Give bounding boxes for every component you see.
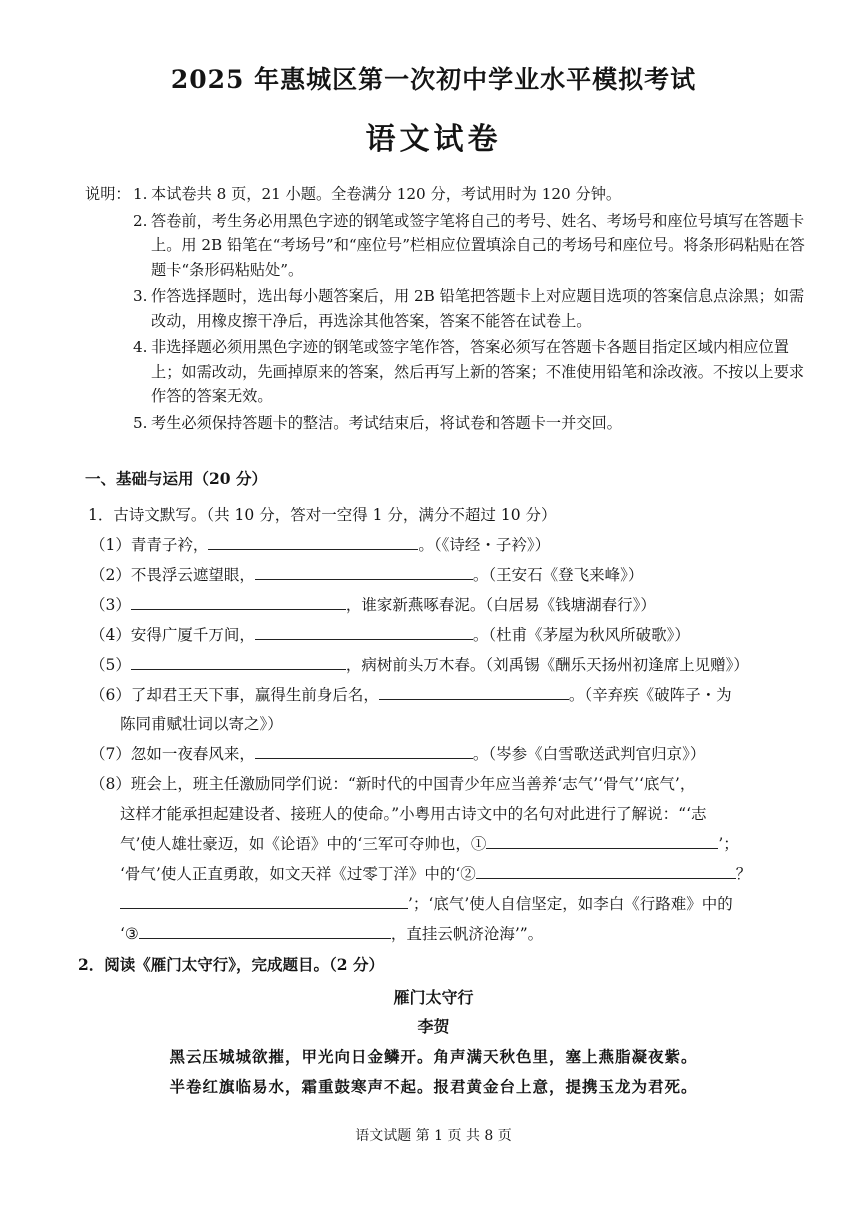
- item-source: 。（岑参《白雪歌送武判官归京》）: [472, 745, 706, 763]
- answer-blank[interactable]: [139, 923, 391, 939]
- item-text: ‘骨气’使人正直勇敢，如文天祥《过零丁洋》中的‘②: [120, 865, 476, 883]
- q1-item-8-line-1: （8）班会上，班主任激励同学们说：“新时代的中国青少年应当善养‘志气’‘骨气’‘底气’，: [90, 775, 696, 793]
- item-source: 。（王安石《登飞来峰》）: [472, 566, 644, 584]
- answer-blank[interactable]: [255, 564, 473, 580]
- instruction-item: [85, 411, 805, 436]
- q1-item-7: [90, 742, 705, 764]
- instruction-text: 本试卷共 8 页，21 小题。全卷满分 120 分，考试用时为 120 分钟。: [151, 185, 622, 203]
- item-text: （7）忽如一夜春风来，: [90, 745, 255, 763]
- item-text: ？: [735, 865, 752, 883]
- item-source: 。（辛弃疾《破阵子・为: [568, 686, 732, 704]
- instruction-text: 考生必须保持答题卡的整洁。考试结束后，将试卷和答题卡一并交回。: [151, 413, 622, 432]
- instruction-text: 答卷前，考生务必用黑色字迹的钢笔或签字笔将自己的考号、姓名、考场号和座位号填写在答题卡上。用 2B 铅笔在“考场号”和“座位号”栏相应位置填涂自己的考场号和座位号。将条形码粘贴在答题卡“条形码粘贴处”。: [151, 211, 805, 279]
- q1-item-1: [90, 533, 550, 555]
- item-source: ，病树前头万木春。（刘禹锡《酬乐天扬州初逢席上见赠》）: [345, 656, 749, 674]
- instruction-item: [85, 209, 805, 283]
- item-source: 。（《诗经・子衿》）: [418, 536, 551, 554]
- answer-blank[interactable]: [379, 684, 569, 700]
- poem-author: 李贺: [417, 1017, 450, 1036]
- answer-blank[interactable]: [255, 743, 473, 759]
- instruction-item: [85, 335, 805, 409]
- item-text: （3）: [90, 596, 131, 614]
- q1-item-6-cont: 陈同甫赋壮词以寄之》）: [120, 715, 283, 733]
- exam-title: 2025 年惠城区第一次初中学业水平模拟考试: [170, 65, 697, 94]
- item-text: 气’使人雄壮豪迈，如《论语》中的‘三军可夺帅也，①: [120, 835, 487, 853]
- item-text: （2）不畏浮云遮望眼，: [90, 566, 255, 584]
- answer-blank[interactable]: [255, 624, 473, 640]
- instructions: [85, 182, 805, 437]
- item-source: 。（杜甫《茅屋为秋风所破歌》）: [472, 626, 690, 644]
- answer-blank[interactable]: [486, 833, 718, 849]
- item-source: ，谁家新燕啄春泥。（白居易《钱塘湖春行》）: [345, 596, 656, 614]
- section-heading: 一、基础与运用（20 分）: [85, 469, 267, 488]
- q1-item-8-line-5: [120, 892, 733, 914]
- instruction-number: 4.: [133, 338, 148, 356]
- item-text: ，直挂云帆济沧海’”。: [390, 925, 544, 943]
- q1-item-6: [90, 683, 732, 705]
- instruction-number: 5.: [133, 413, 148, 432]
- answer-blank[interactable]: [131, 594, 346, 610]
- item-text: （1）青青子衿，: [90, 536, 209, 554]
- answer-blank[interactable]: [476, 863, 736, 879]
- q1-item-8-line-2: 这样才能承担起建设者、接班人的使命。”小粤用古诗文中的名句对此进行了解说：“‘志: [120, 805, 707, 823]
- item-text: （4）安得广厦千万间，: [90, 626, 255, 644]
- question-2-stem: 2．阅读《雁门太守行》，完成题目。（2 分）: [78, 955, 384, 974]
- q1-item-3: [90, 593, 656, 615]
- instruction-text: 作答选择题时，选出每小题答案后，用 2B 铅笔把答题卡上对应题目选项的答案信息点涂黑；如需改动，用橡皮擦干净后，再选涂其他答案，答案不能答在试卷上。: [151, 287, 805, 330]
- answer-blank[interactable]: [120, 893, 408, 909]
- instruction-number: 3.: [133, 287, 148, 305]
- instructions-label: 说明：: [85, 185, 131, 203]
- q1-item-5: [90, 653, 749, 675]
- instruction-item: [85, 284, 805, 333]
- answer-blank[interactable]: [208, 534, 418, 550]
- q1-item-8-line-3: [120, 832, 739, 854]
- poem-line: 黑云压城城欲摧，甲光向日金鳞开。角声满天秋色里，塞上燕脂凝夜紫。: [169, 1047, 698, 1066]
- q1-item-2: [90, 563, 643, 585]
- instruction-number: 2.: [133, 211, 148, 230]
- poem-title: 雁门太守行: [393, 988, 474, 1007]
- question-1-stem: 1．古诗文默写。（共 10 分，答对一空得 1 分，满分不超过 10 分）: [88, 506, 557, 524]
- instruction-text: 非选择题必须用黑色字迹的钢笔或签字笔作答，答案必须写在答题卡各题目指定区域内相应位置上；如需改动，先画掉原来的答案，然后再写上新的答案；不准使用铅笔和涂改液。不按以上要求作答的答案无效。: [151, 338, 805, 405]
- item-text: ‘③: [120, 925, 139, 943]
- q1-item-8-line-6: [120, 922, 543, 944]
- item-text: （5）: [90, 656, 131, 674]
- poem-line: 半卷红旗临易水，霜重鼓寒声不起。报君黄金台上意，提携玉龙为君死。: [169, 1077, 698, 1096]
- item-text: （6）了却君王天下事，赢得生前身后名，: [90, 686, 379, 704]
- answer-blank[interactable]: [131, 654, 346, 670]
- item-text: ’；: [718, 835, 739, 853]
- subject-title: 语文试卷: [365, 122, 502, 157]
- page-footer: 语文试题 第 1 页 共 8 页: [355, 1128, 512, 1144]
- item-text: ’；‘底气’使人自信坚定，如李白《行路难》中的: [408, 895, 733, 913]
- instruction-number: 1.: [133, 185, 148, 203]
- q1-item-8-line-4: [120, 862, 751, 884]
- q1-item-4: [90, 623, 690, 645]
- instruction-item: [85, 182, 805, 207]
